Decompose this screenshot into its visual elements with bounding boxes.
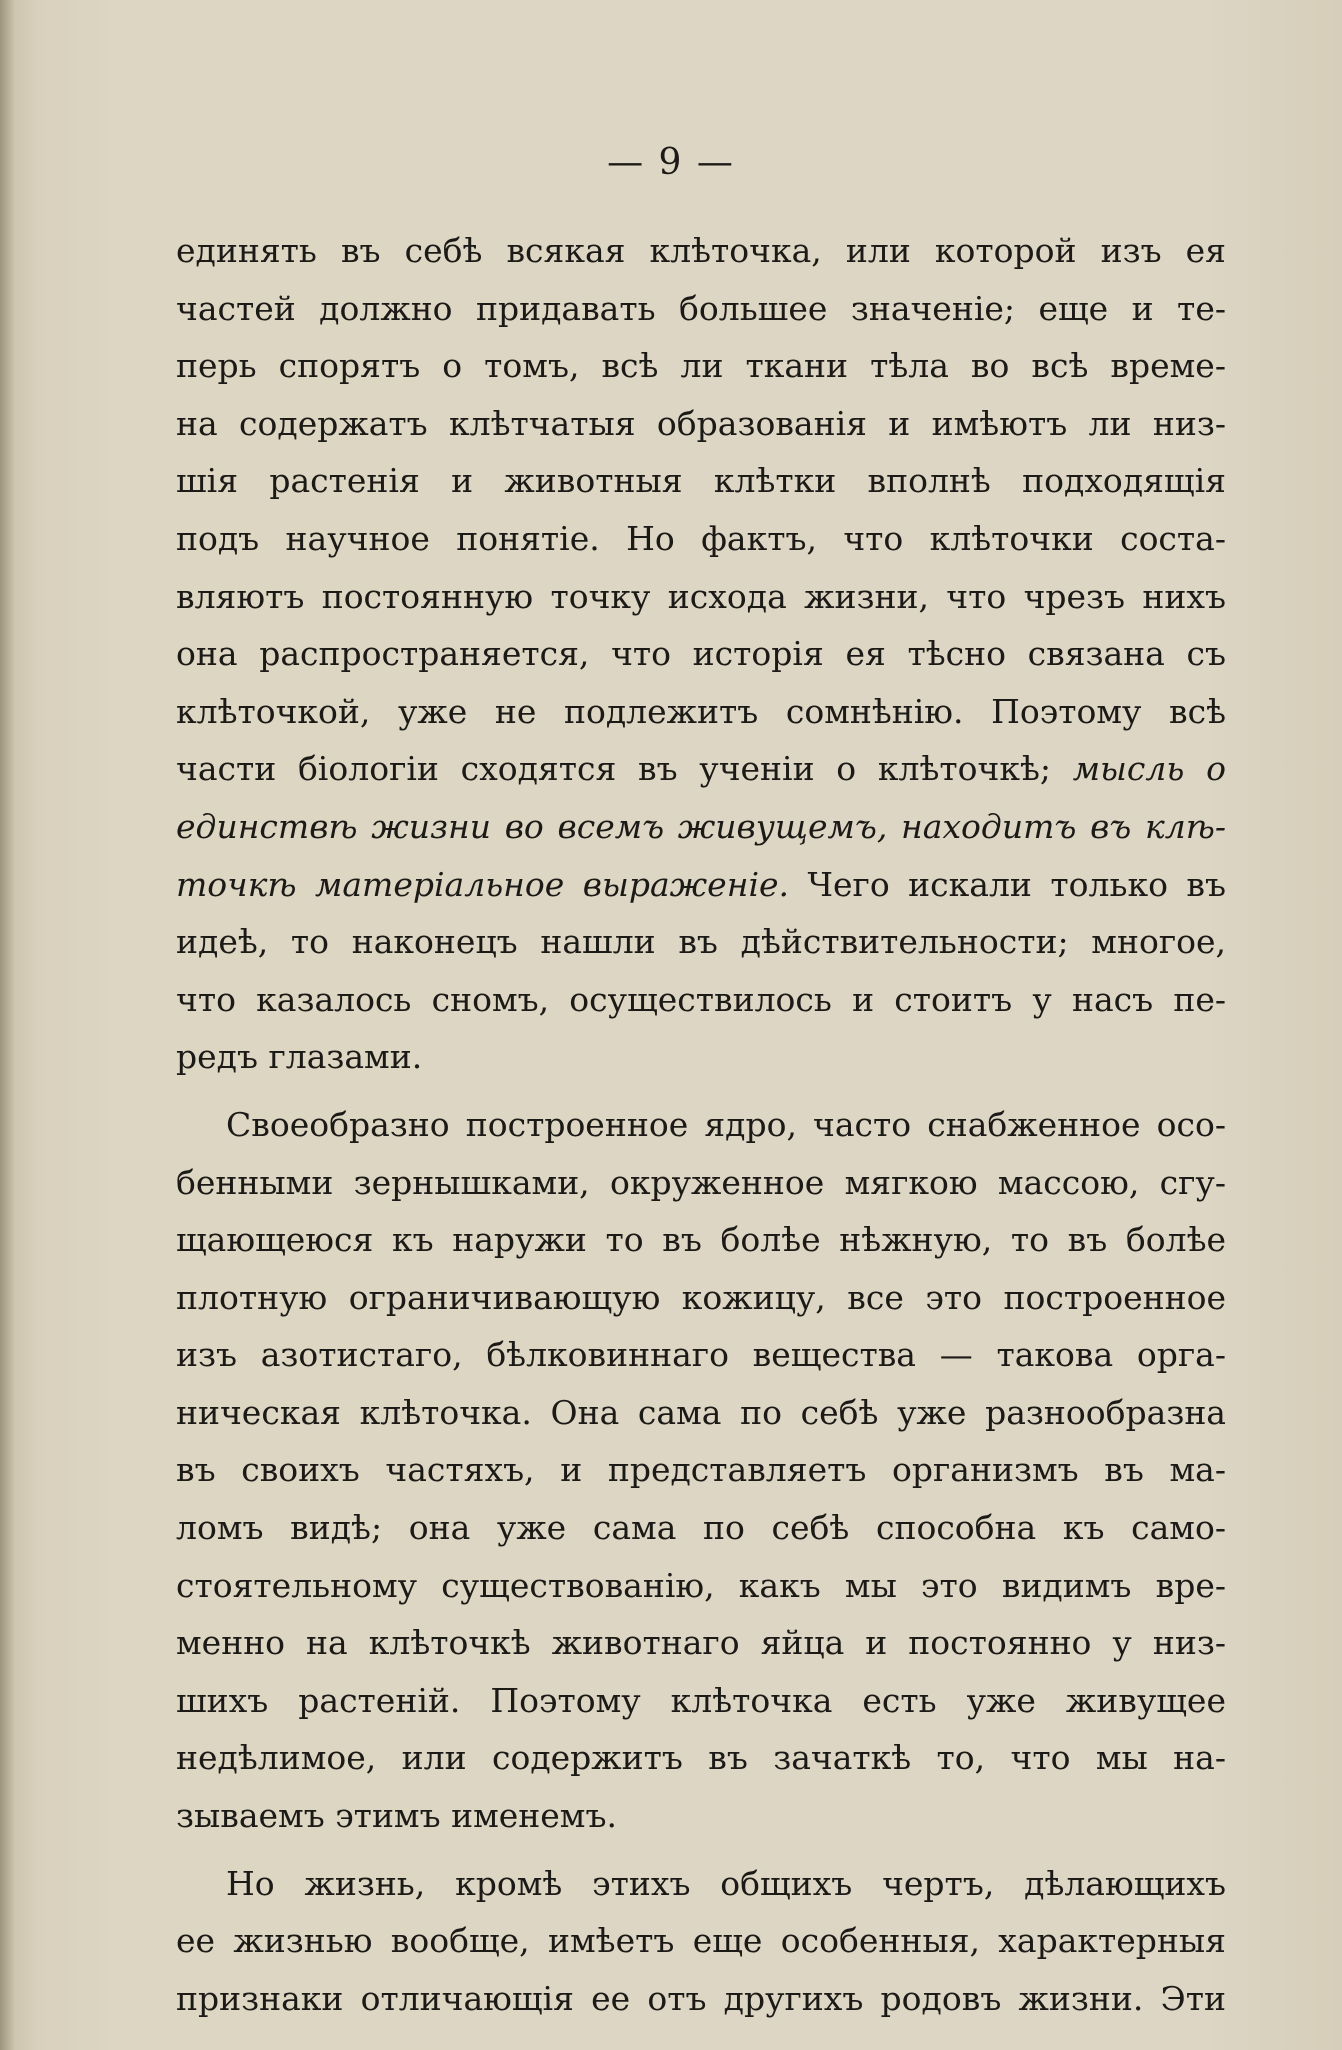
text-line <box>176 395 1226 453</box>
line-text: въ своихъ частяхъ, и представляетъ организмъ въ ма- <box>176 1450 1226 1490</box>
text-line <box>176 1326 1226 1384</box>
paragraph <box>176 222 1226 1086</box>
text-line <box>176 1855 1226 1913</box>
text-line <box>176 1729 1226 1787</box>
emphasized-text: мысль о <box>1072 749 1226 789</box>
text-line <box>176 1672 1226 1730</box>
paragraph <box>176 1855 1226 2028</box>
line-text: Своеобразно построенное ядро, часто снабженное осо- <box>226 1104 1226 1144</box>
line-text: Чего искали только въ <box>807 864 1226 904</box>
text-line <box>176 971 1226 1029</box>
line-text: недѣлимое, или содержитъ въ зачаткѣ то, что мы на- <box>176 1738 1226 1778</box>
text-line <box>176 1096 1226 1154</box>
line-text: идеѣ, то наконецъ нашли въ дѣйствительности; многое, <box>176 922 1226 962</box>
text-line <box>176 1970 1226 2028</box>
line-text: редъ глазами. <box>176 1037 423 1077</box>
paragraph-gap <box>176 1845 1226 1855</box>
text-line <box>176 1384 1226 1442</box>
text-line <box>176 1441 1226 1499</box>
line-text: шихъ растеній. Поэтому клѣточка есть уже живущее <box>176 1680 1226 1720</box>
text-line <box>176 568 1226 626</box>
line-text: она распространяется, что исторія ея тѣсно связана съ <box>176 634 1226 674</box>
line-text: ее жизнью вообще, имѣетъ еще особенныя, характерныя <box>176 1921 1226 1961</box>
line-text: ломъ видѣ; она уже сама по себѣ способна къ само- <box>176 1508 1226 1548</box>
text-line <box>176 280 1226 338</box>
text-line <box>176 1912 1226 1970</box>
page-number: — 9 — <box>607 142 735 183</box>
paragraph <box>176 1096 1226 1845</box>
book-spine-shadow <box>0 0 14 2050</box>
emphasized-text: точкѣ матеріальное выраженіе. <box>176 864 790 904</box>
text-line <box>176 1499 1226 1557</box>
line-text: бенными зернышками, окруженное мягкою массою, сгу- <box>176 1162 1226 1202</box>
emphasized-text: единствѣ жизни во всемъ живущемъ, находитъ въ клѣ- <box>176 806 1226 846</box>
text-line <box>176 452 1226 510</box>
line-text: плотную ограничивающую кожицу, все это построенное <box>176 1277 1226 1317</box>
line-text: изъ азотистаго, бѣлковиннаго вещества — такова орга- <box>176 1335 1226 1375</box>
line-text: зываемъ этимъ именемъ. <box>176 1796 617 1836</box>
text-line <box>176 222 1226 280</box>
line-text: признаки отличающія ее отъ другихъ родовъ жизни. Эти <box>176 1978 1226 2018</box>
text-line <box>176 625 1226 683</box>
line-text: менно на клѣточкѣ животнаго яйца и постоянно у низ- <box>176 1623 1226 1663</box>
text-line <box>176 337 1226 395</box>
line-text: вляютъ постоянную точку исхода жизни, что чрезъ нихъ <box>176 576 1226 616</box>
line-text: щающеюся къ наружи то въ болѣе нѣжную, то въ болѣе <box>176 1220 1226 1260</box>
body-text <box>176 222 1226 2027</box>
line-text: части біологіи сходятся въ ученіи о клѣточкѣ; <box>176 749 1051 789</box>
text-line <box>176 913 1226 971</box>
text-line <box>176 1557 1226 1615</box>
line-text: шія растенія и животныя клѣтки вполнѣ подходящія <box>176 461 1226 501</box>
text-line <box>176 510 1226 568</box>
text-line <box>176 1154 1226 1212</box>
text-line <box>176 798 1226 856</box>
line-text: перь спорятъ о томъ, всѣ ли ткани тѣла во всѣ време- <box>176 346 1226 386</box>
line-text: ническая клѣточка. Она сама по себѣ уже разнообразна <box>176 1392 1226 1432</box>
text-line <box>176 1028 1226 1086</box>
text-line <box>176 1614 1226 1672</box>
line-text: Но жизнь, кромѣ этихъ общихъ чертъ, дѣлающихъ <box>226 1863 1226 1903</box>
text-line <box>176 1211 1226 1269</box>
text-line <box>176 1269 1226 1327</box>
line-text: клѣточкой, уже не подлежитъ сомнѣнію. Поэтому всѣ <box>176 691 1226 731</box>
text-line <box>176 856 1226 914</box>
line-text: частей должно придавать большее значеніе; еще и те- <box>176 288 1226 328</box>
paragraph-gap <box>176 1086 1226 1096</box>
text-line <box>176 740 1226 798</box>
text-line <box>176 1787 1226 1845</box>
line-text: единять въ себѣ всякая клѣточка, или которой изъ ея <box>176 231 1226 270</box>
text-line <box>176 683 1226 741</box>
line-text: подъ научное понятіе. Но фактъ, что клѣточки соста- <box>176 518 1226 558</box>
line-text: на содержатъ клѣтчатыя образованія и имѣютъ ли низ- <box>176 403 1226 443</box>
line-text: стоятельному существованію, какъ мы это видимъ вре- <box>176 1565 1226 1605</box>
line-text: что казалось сномъ, осуществилось и стоитъ у насъ пе- <box>176 979 1226 1019</box>
